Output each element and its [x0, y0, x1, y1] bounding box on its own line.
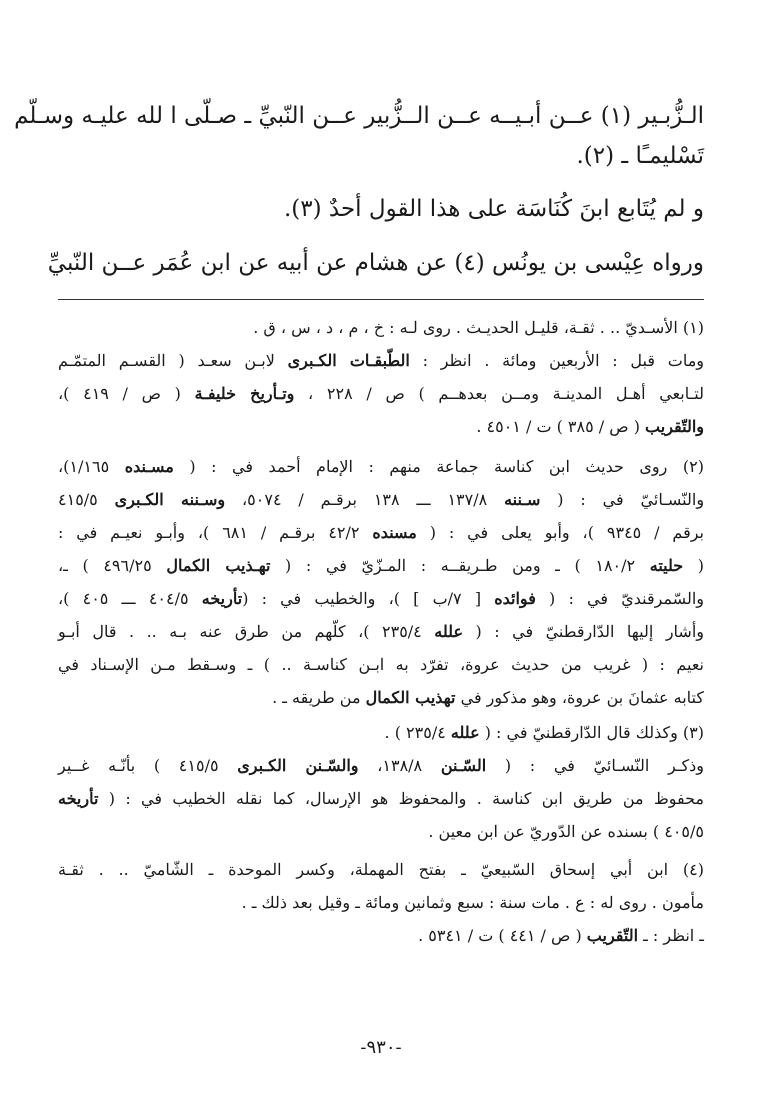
footnote-2-line-3	[58, 523, 704, 543]
footnote-3-line-3	[58, 789, 704, 809]
fn-text: ٢٣٥/٤ )، كلّهم من طرق عنه بـه .. . قال أبـو	[58, 622, 435, 641]
footnote-2-line-6	[58, 622, 704, 642]
footnote-2-line-8	[58, 688, 704, 708]
fn-text: (	[683, 556, 705, 575]
fn-text: لتـابعي أهـل المدينـة ومــن بعدهــم ) ص / ٢٢٨ ،	[294, 384, 704, 403]
fn-text: كتابه عثمانَ بن عروة، وهو مذكور في	[455, 688, 704, 707]
footnote-2-line-5	[58, 589, 704, 609]
source-title: تهذيب الكمال	[365, 688, 456, 707]
main-text-line-2: تَسْليمـًا ـ (٢).	[576, 143, 704, 169]
fn-text: ـ انظر : ـ	[638, 926, 704, 945]
source-title: وسـننه الكـبرى	[114, 490, 226, 509]
source-title: تأريخه	[201, 589, 243, 608]
source-title: علله	[434, 622, 463, 641]
fn-text: ومات قبل : الأربعين ومائة . انظر :	[409, 351, 704, 370]
source-title: سـننه	[504, 490, 541, 509]
main-text-line-1: الـزُّبـير (١) عــن أبـيــه عــن الــزُّبير عــن النّبيِّ ـ صـلّى ا لله عليـه وسـلّم	[14, 103, 704, 129]
page-number: -٩٣٠-	[360, 1037, 402, 1058]
source-title: والسّـنن الكـبرى	[237, 756, 359, 775]
source-title: مسنده	[372, 523, 417, 542]
footnote-2-line-1	[58, 457, 704, 477]
footnote-2-line-4	[58, 556, 704, 576]
source-title: فوائده	[494, 589, 536, 608]
footnote-4-line-1: (٤) ابن أبي إسحاق السّبيعيّ ـ بفتح المهملة، وكسر الموحدة ـ الشّاميّ .. . ثقـة	[58, 860, 704, 879]
fn-text: والسّمرقنديّ في : (	[535, 589, 704, 608]
source-title: تأريخه	[58, 789, 99, 808]
source-title: وتـأريخ خليفـة	[194, 384, 295, 403]
footnote-1-line-1: (١) الأسـديّ .. . ثقـة، قليـل الحديـث . روى لـه : خ ، م ، د ، س ، ق .	[253, 318, 704, 337]
fn-text: وأشار إليها الدّارقطنيّ في : (	[462, 622, 704, 641]
footnote-4-line-3	[58, 926, 704, 946]
footnote-2-line-7: نعيم : ( غريب من حديث عروة، تفرّد به ابـن كناسـة .. ) ـ وسـقط مـن الإسـناد في	[58, 655, 704, 674]
source-title: الطّبقـات الكـبرى	[287, 351, 410, 370]
fn-text: ٢٣٥/٤ ) .	[384, 723, 451, 742]
fn-text: (٢) روى حديث ابن كناسة جماعة منهم : الإمام أحمد في : (	[173, 457, 704, 476]
source-title: السّـنن	[440, 756, 487, 775]
fn-text: ١٣٧/٨ ـــ ١٣٨ برقـم / ٥٠٧٤،	[225, 490, 505, 509]
fn-text: من طريقه ـ .	[272, 688, 366, 707]
footnote-divider	[58, 299, 704, 300]
main-text-line-4: ورواه عِيْسى بن يونُس (٤) عن هشام عن أبيه عن ابن عُمَر عــن النّبيِّ	[47, 250, 704, 276]
fn-text: ١/١٦٥)،	[58, 457, 125, 476]
fn-text: وذكـر النّسـائيّ في : (	[486, 756, 705, 775]
fn-text: برقم / ٩٣٤٥ )، وأبو يعلى في : (	[416, 523, 705, 542]
fn-text: ٤٩٦/٢٥ ) ـ،	[58, 556, 167, 575]
footnote-1-line-2	[58, 351, 704, 371]
fn-text: ( ص / ٤٤١ ) ت / ٥٣٤١ .	[418, 926, 587, 945]
fn-text: ( ص / ٤١٩ )،	[58, 384, 195, 403]
fn-text: (٣) وكذلك قال الدّارقطنيّ في : (	[479, 723, 704, 742]
fn-text: ١٣٨/٨،	[358, 756, 441, 775]
footnote-3-line-1	[58, 723, 704, 743]
fn-text: ١٨٠/٢ ) ـ ومن طـريقــه : المـزّيّ في : (	[270, 556, 650, 575]
footnote-3-line-2	[58, 756, 704, 776]
fn-text: ( ص / ٣٨٥ ) ت / ٤٥٠١ .	[476, 417, 646, 436]
source-title: علله	[450, 723, 480, 742]
fn-text: محفوظ من طريق ابن كناسة . والمحفوظ هو الإرسال، كما نقله الخطيب في : (	[98, 789, 704, 808]
source-title: تهـذيب الكمال	[166, 556, 271, 575]
fn-text: لابـن سعـد ( القسـم المتمّـم	[58, 351, 288, 370]
fn-text: ٤١٥/٥	[58, 490, 115, 509]
footnote-2-line-2	[58, 490, 704, 510]
fn-text: ٤٠٤/٥ ـــ ٤٠٥ )،	[58, 589, 202, 608]
fn-text: ٤١٥/٥ ) بأنّـه غــير	[58, 756, 238, 775]
source-title: والتّقريب	[645, 417, 704, 436]
source-title: مسـنده	[124, 457, 174, 476]
fn-text: ٤٢/٢ برقـم / ٦٨١ )، وأبـو نعيـم في :	[58, 523, 373, 542]
fn-text: [ ٧/ب ] )، والخطيب في : (	[242, 589, 495, 608]
footnote-1-line-4	[58, 417, 704, 437]
main-text-line-3: و لم يُتَابع ابنَ كُنَاسَة على هذا القول أحدٌ (٣).	[283, 196, 704, 222]
footnote-4-line-2: مأمون . روى له : ع . مات سنة : سبع وثمانين ومائة ـ وقيل بعد ذلك ـ .	[241, 893, 704, 912]
footnote-3-line-4: ٤٠٥/٥ ) بسنده عن الدّوريّ عن ابن معين .	[428, 822, 704, 841]
source-title: التّقريب	[586, 926, 639, 945]
footnote-1-line-3	[58, 384, 704, 404]
source-title: حليته	[649, 556, 684, 575]
fn-text: والنّسـائيّ في : (	[540, 490, 705, 509]
